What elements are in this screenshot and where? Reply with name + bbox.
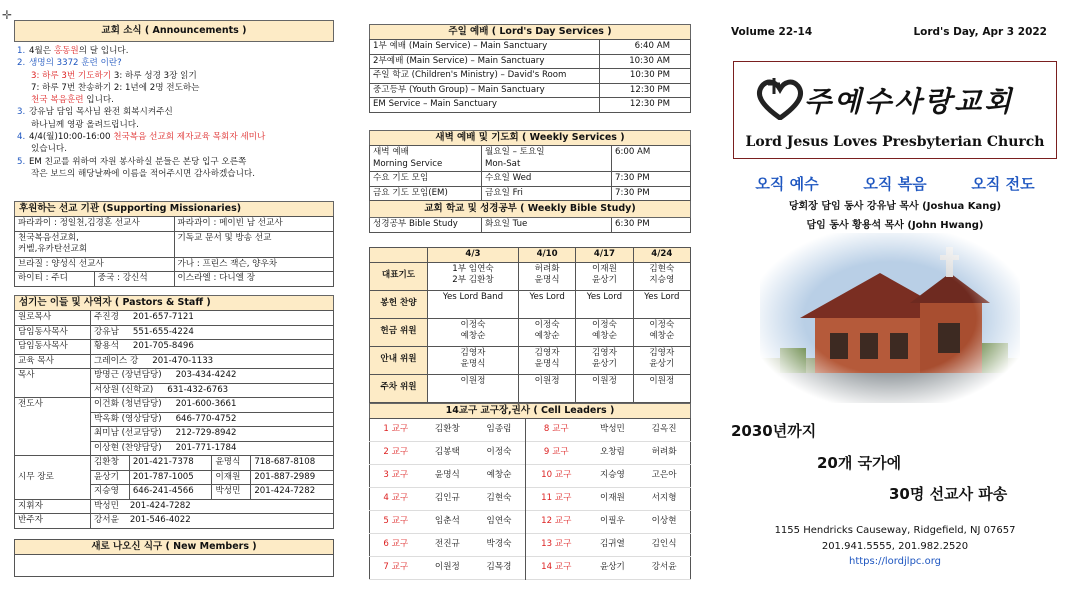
bible-study-row bbox=[370, 218, 691, 233]
vision-line-3: 30명 선교사 파송 bbox=[889, 485, 1008, 503]
service-name: 1부 예배 (Main Service) – Main Sanctuary bbox=[370, 40, 600, 55]
staff-row bbox=[15, 499, 334, 514]
staff-role: 담임동사목사 bbox=[15, 340, 91, 355]
elder-cell: 지승영 bbox=[91, 485, 130, 500]
phone: 201.941.5555, 201.982.2520 bbox=[821, 541, 969, 552]
announcement-item bbox=[17, 143, 335, 155]
service-time: 10:30 AM bbox=[600, 54, 691, 69]
duty-cell: 김영자 윤명식 bbox=[518, 346, 575, 374]
missionary-cell: 하이티 : 주디 bbox=[15, 272, 95, 287]
cell-number: 2 교구 bbox=[383, 447, 409, 458]
staff-person: 강서윤 201-546-4022 bbox=[91, 514, 334, 529]
duty-label: 대표기도 bbox=[370, 262, 428, 290]
duty-corner bbox=[370, 248, 428, 263]
cell-leader: 김귀열 bbox=[599, 539, 625, 550]
weekly-services-header: 새벽 예배 및 기도회 ( Weekly Services ) bbox=[369, 130, 691, 145]
cell-number: 8 교구 bbox=[543, 424, 569, 435]
duty-row bbox=[370, 290, 691, 318]
duty-cell: 허려화 윤명식 bbox=[518, 262, 575, 290]
staff-table bbox=[14, 310, 334, 529]
service-time: 12:30 PM bbox=[600, 83, 691, 98]
duty-cell: Yes Lord bbox=[576, 290, 633, 318]
staff-role: 교육 목사 bbox=[15, 354, 91, 369]
weekly-services-table bbox=[369, 145, 691, 233]
duty-cell: Yes Lord Band bbox=[428, 290, 519, 318]
elder-row bbox=[15, 456, 334, 471]
cell-leader-row bbox=[370, 534, 691, 557]
motto-item: 오직 예수 bbox=[755, 175, 819, 193]
announcement-text: 입니다. bbox=[83, 95, 114, 106]
staff-name: 박옥화 (영상담당) bbox=[94, 413, 162, 424]
cell-leader: 임연숙 bbox=[473, 511, 525, 534]
cell-leader: 이재원 bbox=[599, 493, 625, 504]
duty-label: 안내 위원 bbox=[370, 346, 428, 374]
staff-row bbox=[15, 325, 334, 340]
volume-label: Volume 22-14 bbox=[731, 26, 813, 38]
sunday-services-table bbox=[369, 39, 691, 113]
vision-line-1: 2030년까지 bbox=[731, 422, 817, 440]
cell-leader: 임종림 bbox=[473, 419, 525, 442]
missionary-cell: 파라과이 : 메이빈 남 선교사 bbox=[174, 217, 334, 232]
staff-name: 이건화 (청년담당) bbox=[94, 399, 162, 409]
elder-cell: 이재원 bbox=[212, 470, 251, 485]
announcement-number: 4. bbox=[17, 132, 26, 143]
cell-number: 1 교구 bbox=[383, 424, 409, 435]
staff-name: 강유남 bbox=[94, 326, 119, 337]
cell-leader: 김목경 bbox=[473, 557, 525, 580]
cell-leader: 이상현 bbox=[651, 516, 677, 527]
staff-person bbox=[91, 340, 334, 355]
elder-cell: 201-421-7378 bbox=[129, 456, 212, 471]
duty-header-row bbox=[370, 248, 691, 263]
cell-number: 7 교구 bbox=[383, 562, 409, 573]
staff-row bbox=[15, 354, 334, 369]
cell-number: 3 교구 bbox=[383, 470, 409, 481]
service-time: 10:30 PM bbox=[600, 69, 691, 84]
duty-label: 헌금 위원 bbox=[370, 318, 428, 346]
announcement-text: 3: 하루 3번 기도하기 bbox=[31, 70, 114, 81]
missionary-cell: 파라과이 : 정일천,김경혼 선교사 bbox=[15, 217, 175, 232]
missionary-row bbox=[15, 272, 334, 287]
missionary-cell: 브라질 : 양성식 선교사 bbox=[15, 257, 175, 272]
cell-leader: 윤명식 bbox=[434, 470, 460, 481]
weekly-cell: 7:30 PM bbox=[612, 172, 691, 187]
cell-leaders-header: 14교구 교구장,권사 ( Cell Leaders ) bbox=[369, 403, 691, 418]
elder-cell: 201-787-1005 bbox=[129, 470, 212, 485]
announcement-item bbox=[17, 119, 335, 131]
missionaries-table bbox=[14, 216, 334, 287]
service-name: 중고등부 (Youth Group) – Main Sanctuary bbox=[370, 83, 600, 98]
cell-leader: 김환창 bbox=[434, 424, 460, 435]
duty-date: 4/24 bbox=[633, 248, 690, 263]
elder-cell: 201-887-2989 bbox=[251, 470, 334, 485]
elder-cell: 윤명식 bbox=[212, 456, 251, 471]
duty-cell: Yes Lord bbox=[633, 290, 690, 318]
cell-leader: 서지형 bbox=[651, 493, 677, 504]
staff-row bbox=[15, 369, 334, 384]
staff-box bbox=[14, 295, 334, 529]
staff-name: 그레이스 강 bbox=[94, 355, 139, 366]
staff-person bbox=[91, 441, 334, 456]
weekly-row bbox=[370, 172, 691, 187]
staff-phone: 551-655-4224 bbox=[132, 326, 194, 337]
motto bbox=[733, 173, 1057, 194]
cell-leader: 임춘석 bbox=[434, 516, 460, 527]
staff-person bbox=[91, 412, 334, 427]
cell-number: 5 교구 bbox=[383, 516, 409, 527]
service-name: 주일 학교 (Children's Ministry) – David's Room bbox=[370, 69, 600, 84]
staff-role: 목사 bbox=[15, 369, 91, 398]
cell-leader-row bbox=[370, 557, 691, 580]
duty-cell: 이정숙 예창순 bbox=[518, 318, 575, 346]
duty-cell: 이원정 bbox=[518, 374, 575, 402]
weekly-cell: 6:30 PM bbox=[612, 218, 691, 233]
cell-number: 12 교구 bbox=[541, 516, 572, 527]
duty-box bbox=[369, 247, 691, 403]
staff-phone: 646-770-4752 bbox=[175, 413, 237, 424]
announcement-item bbox=[17, 45, 335, 57]
cell-leader: 예창순 bbox=[473, 465, 525, 488]
announcement-item bbox=[17, 82, 335, 94]
elder-cell: 718-687-8108 bbox=[251, 456, 334, 471]
logo-box bbox=[733, 61, 1057, 159]
announcement-text: 있습니다. bbox=[31, 144, 67, 155]
new-members-box bbox=[14, 539, 334, 577]
staff-person bbox=[91, 325, 334, 340]
staff-role: 담임동사목사 bbox=[15, 325, 91, 340]
duty-row bbox=[370, 374, 691, 402]
announcement-text: 4/4(월)10:00-16:00 bbox=[29, 132, 114, 143]
staff-name: 황용석 bbox=[94, 341, 119, 351]
cell-leader: 이원정 bbox=[434, 562, 460, 573]
duty-row bbox=[370, 346, 691, 374]
duty-cell: 이정숙 예창순 bbox=[428, 318, 519, 346]
duty-date: 4/17 bbox=[576, 248, 633, 263]
announcement-item bbox=[17, 168, 335, 180]
weekly-cell: 성경공부 Bible Study bbox=[370, 218, 482, 233]
bible-study-header-row bbox=[370, 201, 691, 218]
duty-cell: 이정숙 예창순 bbox=[576, 318, 633, 346]
staff-row bbox=[15, 311, 334, 326]
elder-cell: 윤상기 bbox=[91, 470, 130, 485]
announcement-item bbox=[17, 131, 335, 143]
cell-leader: 강서윤 bbox=[651, 562, 677, 573]
announcement-text: 천국복음 선교회 제자교육 목회자 세미나 bbox=[113, 132, 266, 143]
duty-cell: 이원정 bbox=[576, 374, 633, 402]
sunday-services-header: 주일 예배 ( Lord's Day Services ) bbox=[369, 24, 691, 39]
service-row bbox=[370, 98, 691, 113]
cell-leader-row bbox=[370, 419, 691, 442]
service-row bbox=[370, 40, 691, 55]
left-column bbox=[0, 0, 345, 610]
cell-leader: 김인식 bbox=[651, 539, 677, 550]
missionaries-header: 후원하는 선교 기관 (Supporting Missionaries) bbox=[14, 201, 334, 216]
duty-row bbox=[370, 262, 691, 290]
service-row bbox=[370, 69, 691, 84]
website-link[interactable]: https://lordjlpc.org bbox=[848, 556, 941, 567]
weekly-cell: 수요일 Wed bbox=[482, 172, 612, 187]
cell-leader: 오창림 bbox=[599, 447, 625, 458]
cell-leader-row bbox=[370, 442, 691, 465]
cell-leader: 윤상기 bbox=[599, 562, 625, 573]
announcement-text: 강유남 담임 목사님 완전 회복시켜주신 bbox=[29, 107, 173, 118]
staff-person bbox=[91, 398, 334, 413]
duty-label: 주차 위원 bbox=[370, 374, 428, 402]
staff-phone: 201-470-1133 bbox=[152, 355, 214, 366]
middle-column bbox=[368, 0, 693, 610]
missionary-cell: 천국복음선교회, 커벨,유카탄선교회 bbox=[15, 231, 175, 257]
cell-leader: 이필우 bbox=[599, 516, 625, 527]
announcements-header: 교회 소식 ( Announcements ) bbox=[14, 20, 334, 42]
cell-leader: 허려화 bbox=[651, 447, 677, 458]
cell-number: 14 교구 bbox=[541, 562, 572, 573]
service-name: EM Service – Main Sanctuary bbox=[370, 98, 600, 113]
announcement-text: 홍동원 bbox=[53, 46, 79, 56]
bible-study-header: 교회 학교 및 성경공부 ( Weekly Bible Study) bbox=[370, 201, 691, 218]
cell-leader: 고은아 bbox=[651, 470, 677, 481]
cells-box bbox=[369, 403, 691, 580]
duty-date: 4/3 bbox=[428, 248, 519, 263]
service-time: 6:40 AM bbox=[600, 40, 691, 55]
elder-cell: 김환창 bbox=[91, 456, 130, 471]
logo-korean-text: 주예수사랑교회 bbox=[804, 85, 1015, 118]
staff-person bbox=[91, 354, 334, 369]
weekly-cell: 6:00 AM bbox=[612, 146, 691, 172]
staff-phone: 212-729-8942 bbox=[175, 428, 237, 438]
missionary-row bbox=[15, 231, 334, 257]
staff-person bbox=[91, 311, 334, 326]
staff-role: 지휘자 bbox=[15, 499, 91, 514]
announcements-list bbox=[17, 45, 335, 180]
missionary-cell: 중국 : 강신석 bbox=[94, 272, 174, 287]
duty-cell: Yes Lord bbox=[518, 290, 575, 318]
cell-leader: 박성민 bbox=[599, 424, 625, 435]
announcement-text: 의 달 입니다. bbox=[78, 46, 129, 56]
duty-cell: 이원정 bbox=[428, 374, 519, 402]
staff-phone: 201-657-7121 bbox=[132, 312, 194, 322]
duty-table bbox=[369, 247, 691, 403]
staff-name: 서상원 (신학교) bbox=[94, 384, 154, 395]
church-photo bbox=[760, 233, 1020, 403]
staff-person bbox=[91, 369, 334, 384]
cell-leader: 김현숙 bbox=[473, 488, 525, 511]
announcement-text: 2: 1년에 2명 전도하는 bbox=[113, 82, 200, 93]
announcement-number: 5. bbox=[17, 156, 26, 167]
cell-leader: 이정숙 bbox=[473, 442, 525, 465]
cell-leader: 박경숙 bbox=[473, 534, 525, 557]
cell-leader: 김봉택 bbox=[434, 447, 460, 458]
date-label: Lord's Day, Apr 3 2022 bbox=[913, 26, 1047, 38]
church-name: Lord Jesus Loves Presbyterian Church bbox=[745, 134, 1045, 150]
announcement-text: 7: 하루 7번 찬송하기 bbox=[31, 82, 114, 93]
announcement-number: 2. bbox=[17, 58, 26, 69]
duty-cell: 이정숙 예창순 bbox=[633, 318, 690, 346]
service-row bbox=[370, 83, 691, 98]
pastor-line-2: 담임 동사 황용석 목사 (John Hwang) bbox=[806, 220, 984, 231]
service-name: 2부예배 (Main Service) – Main Sanctuary bbox=[370, 54, 600, 69]
cell-number: 13 교구 bbox=[541, 539, 572, 550]
cell-leaders-table bbox=[369, 418, 691, 580]
staff-role: 시무 장로 bbox=[15, 456, 91, 500]
new-members-header: 새로 나오신 식구 ( New Members ) bbox=[15, 540, 333, 555]
announcement-item bbox=[17, 57, 335, 69]
staff-phone: 203-434-4242 bbox=[175, 370, 237, 380]
cell-leader: 전진규 bbox=[434, 539, 460, 550]
staff-role: 원로목사 bbox=[15, 311, 91, 326]
weekly-cell: 월요일 – 토요일 Mon-Sat bbox=[482, 146, 612, 172]
announcement-text: 4월은 bbox=[29, 46, 54, 56]
staff-header: 섬기는 이들 및 사역자 ( Pastors & Staff ) bbox=[14, 295, 334, 310]
staff-phone: 201-705-8496 bbox=[132, 341, 194, 351]
motto-item: 오직 복음 bbox=[863, 175, 927, 193]
weekly-cell: 새벽 예배 Morning Service bbox=[370, 146, 482, 172]
cell-number: 10 교구 bbox=[541, 470, 572, 481]
duty-cell: 김영자 윤명식 bbox=[428, 346, 519, 374]
elder-cell: 646-241-4566 bbox=[129, 485, 212, 500]
move-handle-icon[interactable]: ✛ bbox=[2, 8, 13, 22]
weekly-services-box bbox=[369, 130, 691, 233]
staff-role: 전도사 bbox=[15, 398, 91, 456]
duty-cell: 김영자 윤상기 bbox=[576, 346, 633, 374]
cell-number: 11 교구 bbox=[541, 493, 572, 504]
missionary-cell: 가나 : 프린스 잭슨, 양우차 bbox=[174, 257, 334, 272]
motto-item: 오직 전도 bbox=[971, 175, 1035, 193]
weekly-row bbox=[370, 146, 691, 172]
weekly-cell: 7:30 PM bbox=[612, 186, 691, 201]
weekly-cell: 금요일 Fri bbox=[482, 186, 612, 201]
staff-role: 반주자 bbox=[15, 514, 91, 529]
announcement-text: 3: 하루 성경 3장 읽기 bbox=[113, 70, 197, 81]
missionary-row bbox=[15, 257, 334, 272]
missionary-row bbox=[15, 217, 334, 232]
announcement-item bbox=[17, 94, 335, 106]
announcement-item bbox=[17, 106, 335, 118]
heart-cross-logo bbox=[754, 76, 806, 120]
service-time: 12:30 PM bbox=[600, 98, 691, 113]
cell-leader-row bbox=[370, 511, 691, 534]
announcement-text: EM 친교를 위하여 자원 봉사하실 분들은 본당 입구 오른쪽 bbox=[29, 156, 247, 167]
duty-row bbox=[370, 318, 691, 346]
cell-number: 9 교구 bbox=[543, 447, 569, 458]
cell-leader: 지승영 bbox=[599, 470, 625, 481]
staff-row bbox=[15, 398, 334, 413]
weekly-cell: 화요일 Tue bbox=[482, 218, 612, 233]
staff-person: 박성민 201-424-7282 bbox=[91, 499, 334, 514]
duty-label: 봉헌 찬양 bbox=[370, 290, 428, 318]
duty-cell: 김영자 윤상기 bbox=[633, 346, 690, 374]
staff-phone: 631-432-6763 bbox=[167, 384, 229, 395]
announcement-item bbox=[17, 70, 335, 82]
staff-phone: 201-600-3661 bbox=[175, 399, 237, 409]
announcement-number: 1. bbox=[17, 46, 26, 56]
cell-leader: 김인규 bbox=[434, 493, 460, 504]
cover-column bbox=[715, 0, 1085, 610]
elder-cell: 박성민 bbox=[212, 485, 251, 500]
weekly-cell: 금요 기도 모임(EM) bbox=[370, 186, 482, 201]
staff-name: 최미남 (선교담당) bbox=[94, 428, 162, 438]
announcement-text: 작은 보드의 해당날짜에 이름을 적어주시면 감사하겠습니다. bbox=[31, 168, 255, 179]
cell-number: 4 교구 bbox=[383, 493, 409, 504]
service-row bbox=[370, 54, 691, 69]
cell-number: 6 교구 bbox=[383, 539, 409, 550]
sunday-services-box bbox=[369, 24, 691, 113]
missionary-cell: 이스라엘 : 다니엘 장 bbox=[174, 272, 334, 287]
staff-row bbox=[15, 514, 334, 529]
duty-date: 4/10 bbox=[518, 248, 575, 263]
staff-name: 이상현 (찬양담당) bbox=[94, 442, 162, 453]
announcement-text: 천국 복음훈련 bbox=[31, 95, 84, 106]
cell-leader-row bbox=[370, 465, 691, 488]
weekly-cell: 수요 기도 모임 bbox=[370, 172, 482, 187]
pastor-line-1: 당회장 담임 동사 강유남 목사 (Joshua Kang) bbox=[788, 201, 1002, 212]
cell-leader: 김옥진 bbox=[651, 424, 677, 435]
duty-cell: 김현숙 지승영 bbox=[633, 262, 690, 290]
missionary-cell: 기독교 문서 및 방송 선교 bbox=[174, 231, 334, 257]
cell-leader-row bbox=[370, 488, 691, 511]
staff-row bbox=[15, 340, 334, 355]
elder-cell: 201-424-7282 bbox=[251, 485, 334, 500]
address: 1155 Hendricks Causeway, Ridgefield, NJ 07657 bbox=[774, 525, 1016, 536]
announcement-text: 생명의 3372 훈련 이란? bbox=[29, 58, 122, 69]
duty-cell: 이원정 bbox=[633, 374, 690, 402]
staff-person bbox=[91, 427, 334, 442]
duty-cell: 1부 임연숙 2부 김환창 bbox=[428, 262, 519, 290]
weekly-row bbox=[370, 186, 691, 201]
announcement-number: 3. bbox=[17, 107, 26, 118]
staff-name: 방명근 (장년담당) bbox=[94, 370, 162, 380]
vision-line-2: 20개 국가에 bbox=[817, 454, 902, 472]
missionaries-box bbox=[14, 201, 334, 287]
announcement-item bbox=[17, 156, 335, 168]
staff-person bbox=[91, 383, 334, 398]
announcement-text: 하나님께 영광 올려드립니다. bbox=[31, 119, 139, 130]
staff-phone: 201-771-1784 bbox=[175, 442, 237, 453]
staff-name: 주진경 bbox=[94, 312, 119, 322]
duty-cell: 이재원 윤상기 bbox=[576, 262, 633, 290]
